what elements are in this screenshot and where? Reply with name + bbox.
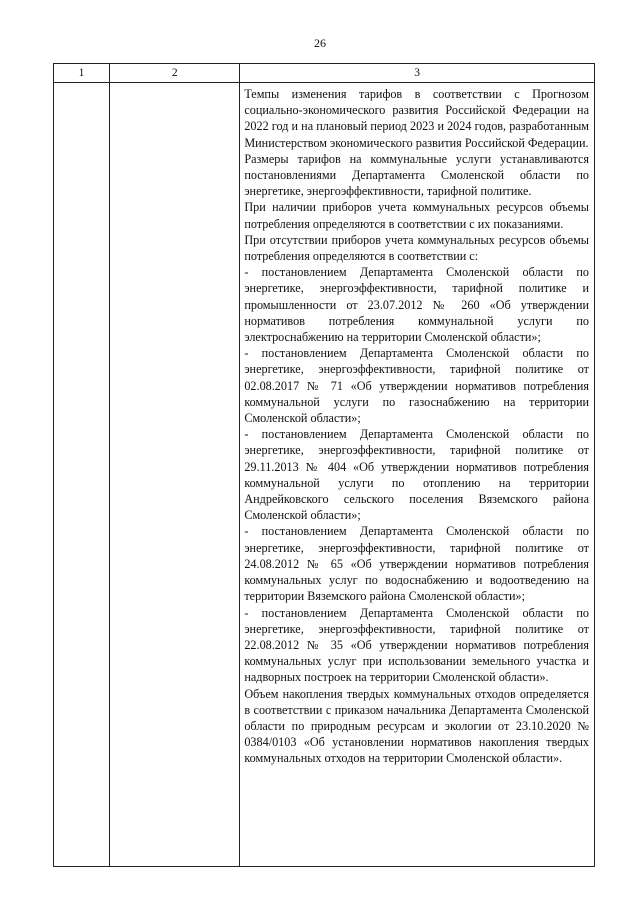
metered-consumption-paragraph: При наличии приборов учета коммунальных ресурсов объемы потребления определяются в соответствии с их показаниями.	[244, 200, 589, 231]
tariff-sizes-paragraph: Размеры тарифов на коммунальные услуги устанавливаются постановлениями Департамента Смоленской области по энергетике, энергоэффективности, тарифной политике.	[244, 151, 589, 199]
column-header-3: 3	[240, 64, 595, 83]
list-item: - постановлением Департамента Смоленской области по энергетике, энергоэффективности, тарифной политике от 24.08.2012 № 65 «Об утверждении нормативов потребления коммунальных услуг по водоснабжению и водоотведению на территории Вяземского района Смоленской области»;	[244, 524, 589, 604]
column-header-2: 2	[110, 64, 240, 83]
resolutions-list	[244, 264, 589, 685]
column-1-cell	[54, 83, 110, 867]
tariff-dynamics-paragraph: Темпы изменения тарифов в соответствии с Прогнозом социально-экономического развития Российской Федерации на 2022 год и на плановый период 2023 и 2024 годов, разработанным Министерством экономического развития Российской Федерации.	[244, 87, 589, 150]
table-row	[54, 83, 595, 867]
waste-volume-paragraph: Объем накопления твердых коммунальных отходов определяется в соответствии с приказом начальника Департамента Смоленской области по природным ресурсам и экологии от 23.10.2020 № 0384/0103 «Об установлении нормативов накопления твердых коммунальных отходов на территории Смоленской области».	[244, 686, 589, 766]
column-2-cell	[110, 83, 240, 867]
column-3-cell	[240, 83, 595, 867]
list-item: - постановлением Департамента Смоленской области по энергетике, энергоэффективности, тарифной политике от 02.08.2017 № 71 «Об утверждении нормативов потребления коммунальной услуги по газоснабжению на территории Смоленской области»;	[244, 346, 589, 426]
table-header-row	[54, 64, 595, 83]
column-header-1: 1	[54, 64, 110, 83]
page-number: 26	[314, 36, 326, 50]
list-item: - постановлением Департамента Смоленской области по энергетике, энергоэффективности, тарифной политике и промышленности от 23.07.2012 № 260 «Об утверждении нормативов потребления коммунальной услуги по электроснабжению на территории Смоленской области»;	[244, 265, 589, 345]
list-item: - постановлением Департамента Смоленской области по энергетике, энергоэффективности, тарифной политике от 22.08.2012 № 35 «Об утверждении нормативов потребления коммунальных услуг при использовании земельного участка и надворных построек на территории Смоленской области».	[244, 605, 589, 685]
list-item: - постановлением Департамента Смоленской области по энергетике, энергоэффективности, тарифной политике от 29.11.2013 № 404 «Об утверждении нормативов потребления коммунальной услуги по отоплению на территории Андрейковского сельского поселения Вяземского района Смоленской области»;	[244, 427, 589, 523]
document-table	[53, 63, 595, 867]
unmetered-consumption-paragraph: При отсутствии приборов учета коммунальных ресурсов объемы потребления определяются в соответствии с:	[244, 232, 589, 264]
cell-content	[240, 83, 594, 767]
